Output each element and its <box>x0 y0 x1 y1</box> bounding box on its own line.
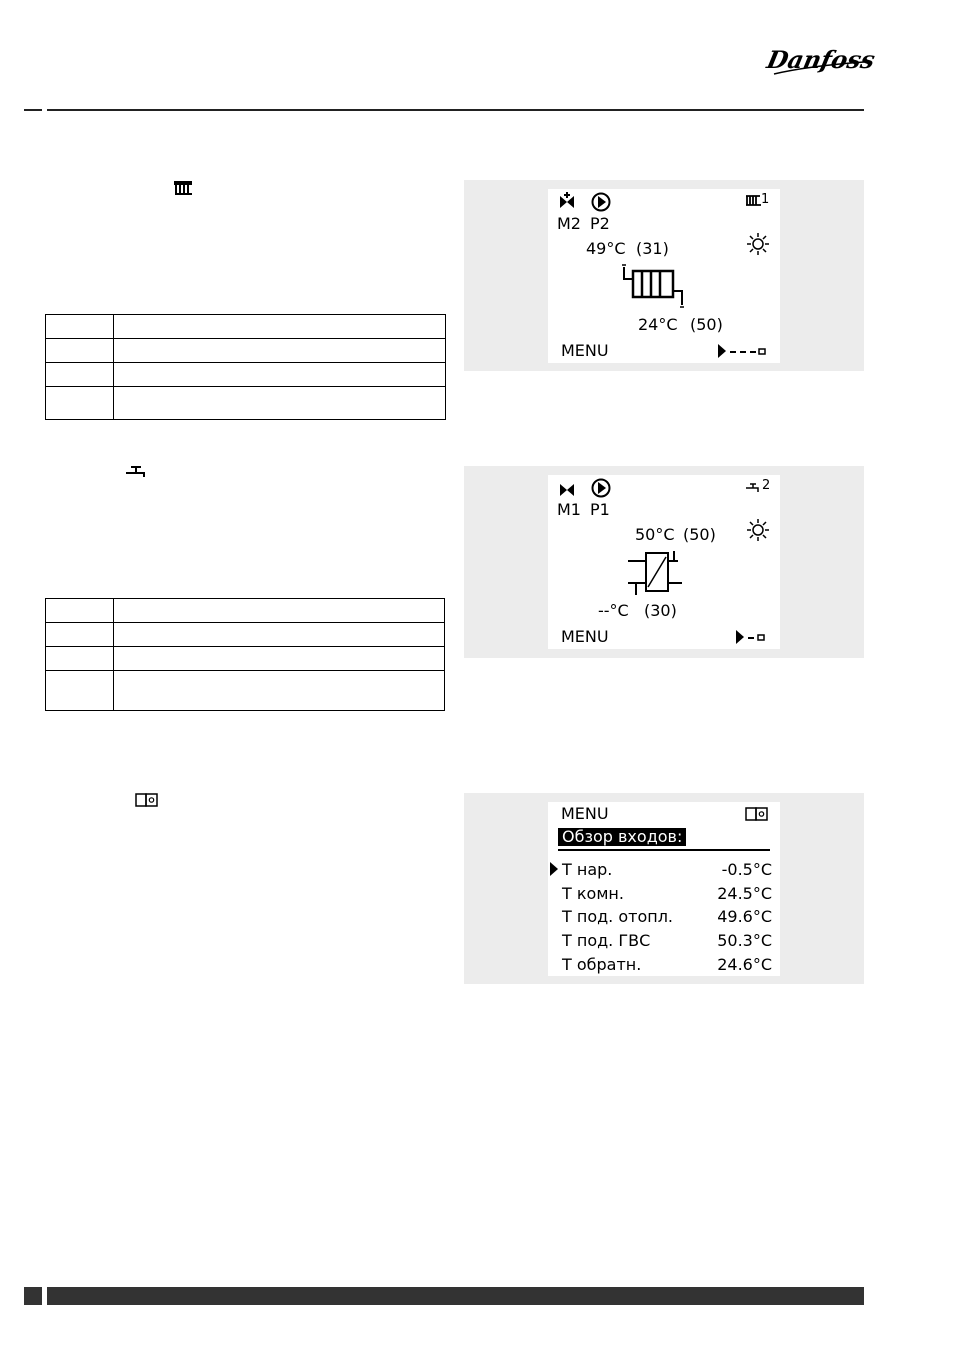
list-item[interactable] <box>548 933 780 953</box>
sun-icon <box>747 519 769 541</box>
return-temp: --°C <box>598 601 629 620</box>
legend-table-dhw <box>45 598 445 711</box>
menu-label[interactable]: MENU <box>561 627 609 646</box>
section-title: Обзор входов: <box>558 828 686 846</box>
pump-icon <box>591 478 611 498</box>
list-item[interactable] <box>548 886 780 906</box>
input-label: T нар. <box>562 860 613 879</box>
input-label: T под. отопл. <box>562 907 674 926</box>
supply-setpoint: (31) <box>636 239 669 258</box>
valve-label: M1 <box>557 500 581 519</box>
inputs-overview-icon <box>745 807 769 821</box>
supply-setpoint: (50) <box>683 525 716 544</box>
danfoss-logo <box>764 38 878 78</box>
lcd-display <box>548 189 780 363</box>
screen-panel-dhw <box>464 466 864 658</box>
tap-icon <box>745 483 761 493</box>
svg-text:Danfoss: Danfoss <box>764 45 878 74</box>
lcd-display <box>548 802 780 976</box>
radiator-icon <box>173 180 193 196</box>
heating-radiator-diagram <box>618 263 688 315</box>
header-rule-short <box>24 109 42 111</box>
supply-temp: 49°C <box>586 239 626 258</box>
list-item[interactable] <box>548 909 780 929</box>
menu-label[interactable]: MENU <box>561 341 609 360</box>
footer-page-marker <box>24 1287 42 1305</box>
menu-label[interactable]: MENU <box>561 804 609 823</box>
input-label: T обратн. <box>562 955 642 974</box>
tap-icon <box>125 465 147 479</box>
screen-panel-inputs <box>464 793 864 984</box>
footer-bar <box>47 1287 864 1305</box>
circuit-number: 1 <box>761 192 770 207</box>
screen-panel-heating <box>464 180 864 371</box>
pump-icon <box>591 192 611 212</box>
return-setpoint: (30) <box>644 601 677 620</box>
input-label: T под. ГВС <box>562 931 651 950</box>
pump-label: P1 <box>590 500 610 519</box>
timer-indicator-icon <box>716 343 768 359</box>
valve-label: M2 <box>557 214 581 233</box>
input-value: 24.6°C <box>717 955 772 974</box>
input-label: T комн. <box>562 884 624 903</box>
list-item[interactable] <box>548 957 780 977</box>
motor-valve-icon <box>558 192 576 210</box>
return-setpoint: (50) <box>690 315 723 334</box>
heat-exchanger-diagram <box>626 547 686 603</box>
input-value: 49.6°C <box>717 907 772 926</box>
timer-indicator-icon <box>734 629 768 645</box>
input-value: 50.3°C <box>717 931 772 950</box>
supply-temp: 50°C <box>635 525 675 544</box>
input-value: -0.5°C <box>721 860 772 879</box>
lcd-display <box>548 475 780 649</box>
valve-icon <box>558 483 576 497</box>
sun-icon <box>747 233 769 255</box>
title-underline <box>558 849 770 851</box>
legend-table-heating <box>45 314 446 420</box>
input-value: 24.5°C <box>717 884 772 903</box>
pump-label: P2 <box>590 214 610 233</box>
header-rule <box>47 109 864 111</box>
inputs-overview-icon <box>135 793 159 807</box>
list-item[interactable] <box>548 862 780 882</box>
radiator-icon <box>745 194 761 207</box>
circuit-number: 2 <box>762 478 771 493</box>
return-temp: 24°C <box>638 315 678 334</box>
